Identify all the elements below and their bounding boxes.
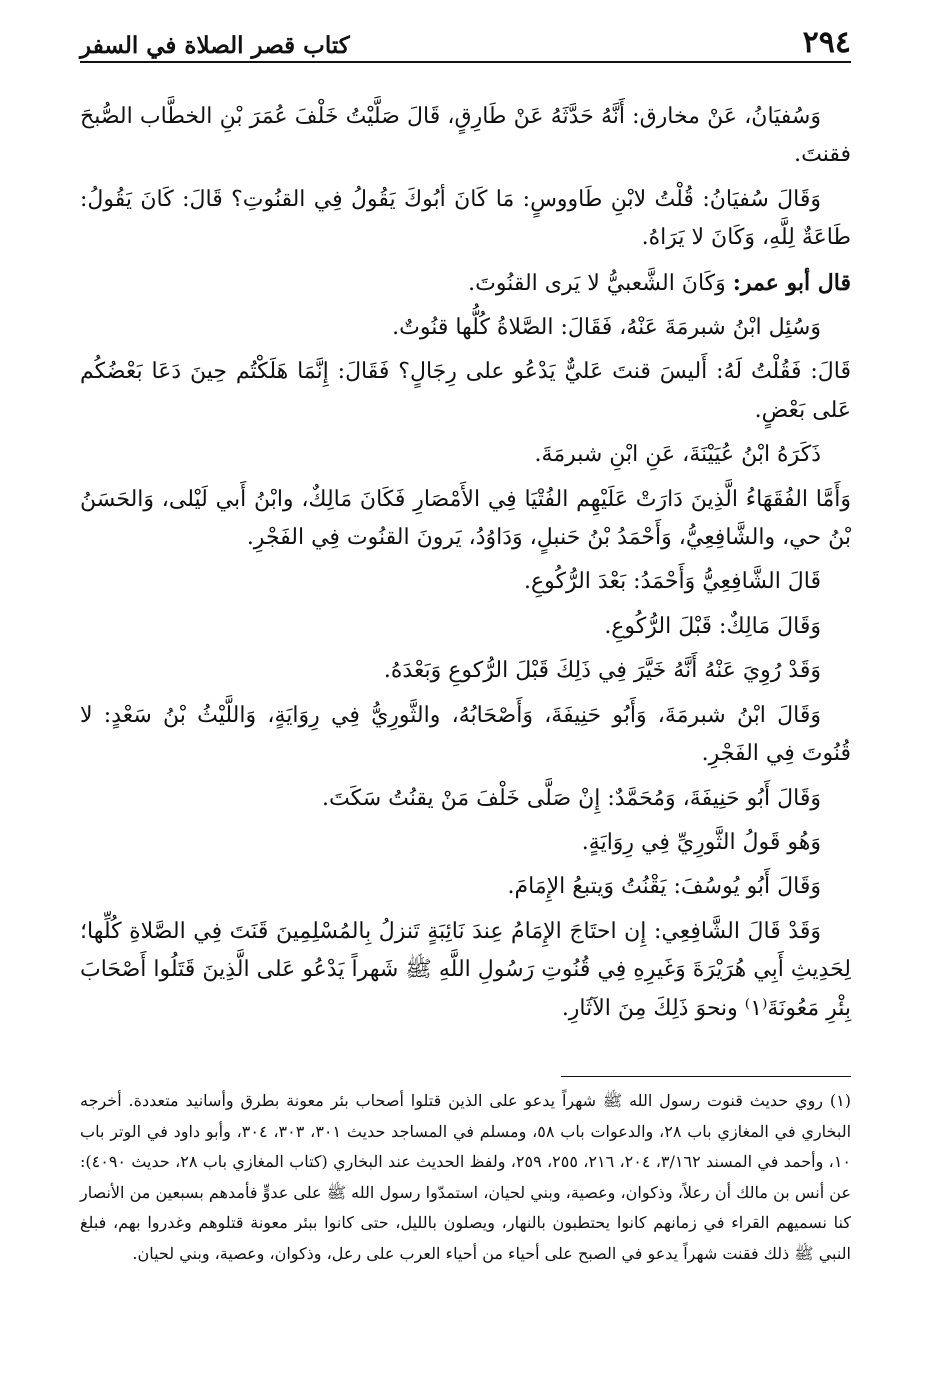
paragraph: وَقَالَ ابْنُ شبرمَةَ، وَأَبُو حَنِيفَةَ، وَأَصْحَابُهُ، والثَّورِيُّ فِي رِوَايَةٍ، وَاللَّيْثُ بْنُ سَعْدٍ: لا قُنُوتَ فِي الفَجْرِ. xyxy=(80,702,851,767)
page-number: ٢٩٤ xyxy=(802,25,851,60)
running-header xyxy=(80,26,851,62)
paragraph: قَالَ الشَّافِعِيُّ وَأَحْمَدُ: بَعْدَ الرُّكُوعِ. xyxy=(524,569,821,595)
paragraph-lead: قال أبو عمر: xyxy=(732,269,851,296)
footnote-divider xyxy=(561,1076,851,1077)
footnotes xyxy=(80,1086,851,1270)
running-title: كتاب قصر الصلاة في السفر xyxy=(80,32,350,59)
paragraph: وَقَالَ مَالِكٌ: قَبْلَ الرُّكُوعِ. xyxy=(604,613,821,639)
paragraph: وَهُو قَولُ الثَّورِيِّ فِي رِوَايَةٍ. xyxy=(581,829,821,855)
paragraph xyxy=(80,264,851,303)
paragraph: وَقَدْ رُوِيَ عَنْهُ أَنَّهُ خَيَّرَ فِي ذَلِكَ قَبْلَ الرُّكوعِ وَبَعْدَهُ. xyxy=(383,658,821,684)
paragraph: وَسُفيَانُ، عَنْ مخارق: أَنَّهُ حَدَّثَهُ عَنْ طَارِقٍ، قَالَ صَلَّيْتُ خَلْفَ عُمَرَ بْنِ الخطَّاب الصُّبحَ فقنتَ. xyxy=(80,104,851,168)
paragraph: وَأَمَّا الفُقَهَاءُ الَّذِينَ دَارَتْ عَلَيْهِم الفُتْيَا فِي الأَمْصَارِ فَكَانَ مَالِكٌ، وابْنُ أَبي لَيْلى، وَالحَسَنُ بْنُ حي، والشَّافِعِيُّ، وَأَحْمَدُ بْنُ حَنبلٍ، وَدَاوُدُ، يَرونَ القنُوت فِي الفَجْرِ. xyxy=(80,486,851,551)
paragraph: قَالَ: فَقُلْتُ لَهُ: أَليسَ قنتَ عَليٌّ يَدْعُو على رِجَالٍ؟ فَقَالَ: إِنَّمَا هَلَكْتُم حِينَ دَعَا بَعْضُكُم عَلى بَعْضٍ. xyxy=(80,359,851,423)
paragraph: وَسُئِل ابْنُ شبرمَةَ عَنْهُ، فَقَالَ: الصَّلاةُ كُلُّها قنُوتٌ. xyxy=(392,315,821,341)
paragraph: وَقَالَ أَبُو حَنِيفَةَ، وَمُحَمَّدٌ: إِنْ صَلَّى خَلْفَ مَنْ يقنُتُ سَكَتَ. xyxy=(322,785,821,811)
paragraph: ذَكَرَهُ ابْنُ عُيَيْنَةَ، عَنِ ابْنِ شبرمَةَ. xyxy=(534,442,821,468)
header-divider xyxy=(80,61,851,63)
paragraph: وَقَالَ سُفيَانُ: قُلْتُ لابْنِ طَاووسٍ: مَا كَانَ أبُوكَ يَقُولُ فِي القنُوتِ؟ قَالَ: كَانَ يَقُولُ: طَاعَةٌ لِلَّهِ، وَكَانَ لا يَرَاهُ. xyxy=(80,186,851,251)
paragraph-text: وَكَانَ الشَّعبيُّ لا يَرى القنُوتَ. xyxy=(468,270,726,296)
footnote: (١) روي حديث قنوت رسول الله ﷺ شهراً يدعو على الذين قتلوا أصحاب بئر معونة بطرق وأسانيد متعددة. أخرجه البخاري في المغازي باب ٢٨، والدعوات باب ٥٨، ومسلم في المساجد حديث ٣٠١، ٣٠٣، ٣٠٤، وأبو داود في الوتر باب ١٠، وأحمد في المسند ٣/١٦٢، ٢٠٤، ٢١٦، ٢٥٥، ٢٥٩، ولفظ الحديث عند البخاري (كتاب المغازي باب ٢٨، حديث ٤٠٩٠): عن أنس بن مالك أن رعلاً، وذكوان، وعصية، وبني لحيان، استمدّوا رسول الله ﷺ على عدوٍّ فأمدهم بسبعين من الأنصار كنا نسميهم القراء في زمانهم كانوا يحتطبون بالنهار، ويصلون بالليل، حتى كانوا ببئر معونة قتلوهم وغدروا بهم، فبلغ النبي ﷺ ذلك فقنت شهراً يدعو في الصبح على أحياء من أحياء العرب على رعل، وذكوان، وعصية، وبني لحيان. xyxy=(80,1091,852,1263)
paragraph: وَقَالَ أَبُو يُوسُفَ: يَقْنُتُ وَيتبعُ الإِمَامَ. xyxy=(507,874,821,900)
main-text xyxy=(80,98,851,1034)
paragraph: وَقَدْ قَالَ الشَّافِعِي: إِن احتَاجَ الإِمَامُ عِندَ نَائِبَةٍ تَنزلُ بِالمُسْلِمِينَ قَنَتَ فِي الصَّلاةِ كُلِّها؛ لِحَدِيثِ أَبِي هُرَيْرَةَ وَغَيرِهِ فِي قُنُوتِ رَسُولِ اللَّهِ ﷺ شَهراً يَدْعُو عَلى الَّذِينَ قَتَلُوا أَصْحَابَ بِئْرِ مَعُونَةَ⁽١⁾ ونحوَ ذَلِكَ مِنَ الآثَارِ. xyxy=(80,918,851,1021)
